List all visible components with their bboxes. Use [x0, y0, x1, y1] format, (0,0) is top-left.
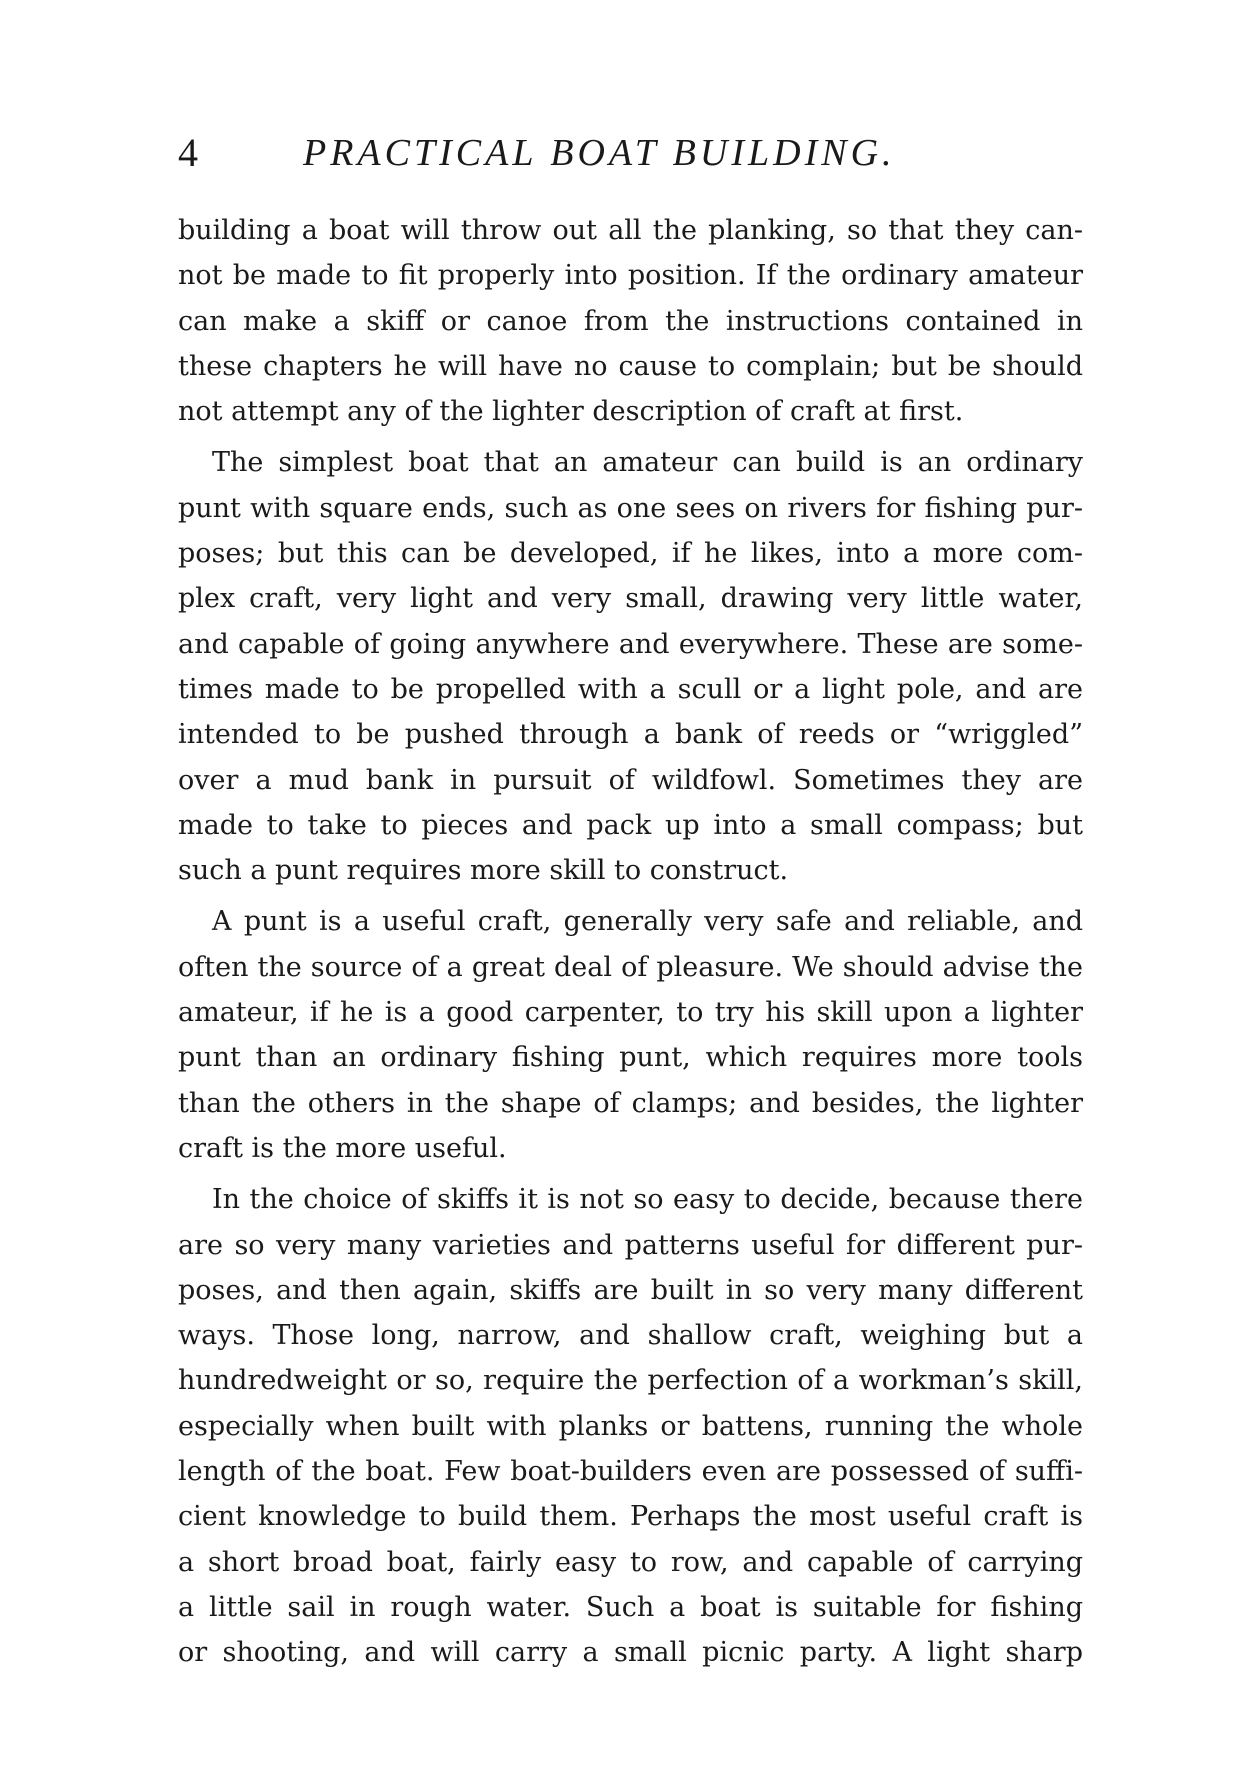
text-line: plex craft, very light and very small, drawing very little water, — [178, 583, 1083, 615]
text-line: a short broad boat, fairly easy to row, and capable of carrying — [178, 1546, 1083, 1578]
text-line: often the source of a great deal of pleasure. We should advise the — [178, 951, 1083, 983]
text-line: or shooting, and will carry a small picnic party. A light sharp — [178, 1637, 1083, 1669]
text-line: especially when built with planks or battens, running the whole — [178, 1410, 1083, 1442]
paragraph-4 — [178, 1177, 1083, 1675]
text-line: not be made to fit properly into position. If the ordinary amateur — [178, 260, 1083, 292]
text-line: cient knowledge to build them. Perhaps the most useful craft is — [178, 1501, 1083, 1533]
text-line: The simplest boat that an amateur can build is an ordinary — [212, 447, 1083, 479]
body-text — [178, 208, 1083, 1682]
text-line: made to take to pieces and pack up into a small compass; but — [178, 809, 1083, 841]
text-line: over a mud bank in pursuit of wildfowl. Sometimes they are — [178, 764, 1083, 796]
text-line: length of the boat. Few boat-builders even are possessed of suffi- — [178, 1456, 1083, 1488]
text-line: craft is the more useful. — [178, 1132, 507, 1164]
text-line: ways. Those long, narrow, and shallow craft, weighing but a — [178, 1320, 1083, 1352]
text-line: than the others in the shape of clamps; and besides, the lighter — [178, 1087, 1083, 1119]
paragraph-2 — [178, 440, 1083, 893]
text-line: not attempt any of the lighter description of craft at first. — [178, 396, 964, 428]
text-line: hundredweight or so, require the perfection of a workman’s skill, — [178, 1365, 1083, 1397]
running-head — [178, 128, 1083, 178]
paragraph-1 — [178, 208, 1083, 434]
running-title: PRACTICAL BOAT BUILDING. — [303, 132, 896, 174]
text-line: punt with square ends, such as one sees on rivers for fishing pur- — [178, 492, 1083, 524]
text-line: poses, and then again, skiffs are built in so very many different — [178, 1274, 1083, 1306]
text-line: times made to be propelled with a scull or a light pole, and are — [178, 673, 1083, 705]
text-line: a little sail in rough water. Such a boat is suitable for fishing — [178, 1591, 1083, 1623]
text-line: these chapters he will have no cause to complain; but be should — [178, 350, 1083, 382]
text-line: A punt is a useful craft, generally very safe and reliable, and — [212, 906, 1083, 938]
text-line: poses; but this can be developed, if he likes, into a more com- — [178, 538, 1083, 570]
text-line: In the choice of skiffs it is not so easy to decide, because there — [212, 1184, 1083, 1216]
paragraph-3 — [178, 899, 1083, 1171]
text-line: and capable of going anywhere and everywhere. These are some- — [178, 628, 1083, 660]
text-line: can make a skiff or canoe from the instructions contained in — [178, 305, 1083, 337]
text-line: amateur, if he is a good carpenter, to try his skill upon a lighter — [178, 997, 1083, 1029]
text-line: building a boat will throw out all the planking, so that they can- — [178, 215, 1083, 246]
page-number: 4 — [178, 130, 198, 175]
text-line: are so very many varieties and patterns useful for different pur- — [178, 1229, 1083, 1261]
text-line: intended to be pushed through a bank of reeds or “wriggled” — [178, 719, 1083, 751]
text-line: punt than an ordinary fishing punt, which requires more tools — [178, 1042, 1083, 1074]
text-line: such a punt requires more skill to construct. — [178, 855, 789, 887]
